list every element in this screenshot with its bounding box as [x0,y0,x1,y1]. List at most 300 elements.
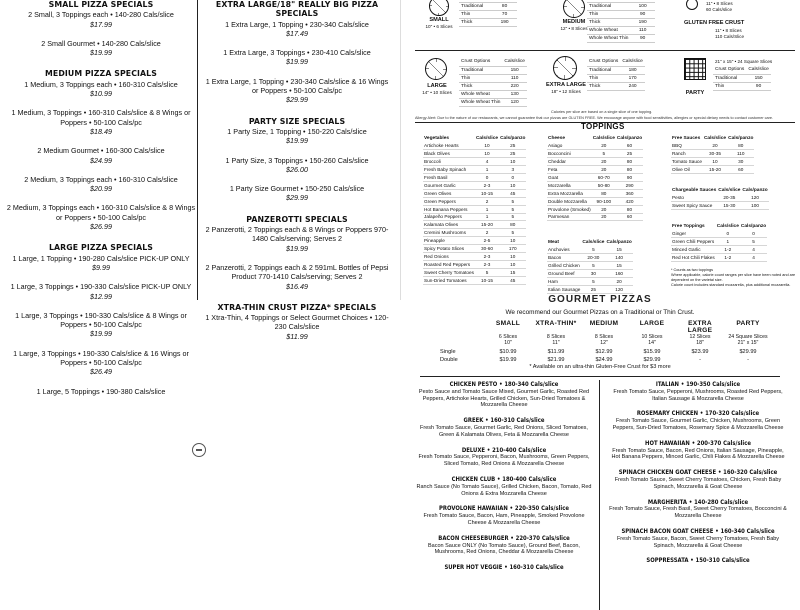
price-grid-subheaders [440,334,780,346]
topping-name: Green Olives [423,189,475,197]
topping-cals: 20 [592,166,616,174]
gourmet-pizza-desc: Fresh Tomato Sauce, Bacon, Red Onions, Italian Sausage, Pineapple, Hot Banana Peppers, Minced Garlic, Chili Flakes & Mozzarella Cheese [611,447,785,461]
topping-cals: 10 [499,237,526,245]
special-desc: 2 Small, 3 Toppings each • 140-280 Cals/slice [28,10,174,20]
topping-row [423,174,526,182]
special-item [6,282,196,301]
size-slices: 8 Slices [546,334,566,340]
special-item [6,108,196,136]
gourmet-pizza-desc: Ranch Sauce (No Tomato Sauce), Grilled Chicken, Bacon, Tomato, Red Onions & Extra Mozzarella Cheese [416,483,592,497]
crust-cals: 150 [502,66,527,74]
topping-cals: 30 [727,158,754,166]
topping-name: Hot Banana Peppers [423,205,475,213]
topping-header: Cals/panzo [606,239,632,245]
crust-row [587,10,655,18]
topping-name: BBQ [671,142,703,150]
topping-header: Chargeable Sauces [672,187,717,193]
crust-name: Whole Wheat Thin [589,35,629,41]
price-cell: $15.99 [643,349,661,355]
topping-cals: 120 [605,285,632,293]
crust-row [587,58,645,66]
topping-name: Ginger [671,230,716,238]
topping-cals: 25 [499,150,526,158]
topping-cals: 120 [741,194,768,202]
size-subheader [628,334,676,346]
gourmet-pizza-desc: Fresh Tomato Sauce, Gourmet Garlic, Red Onions, Sliced Tomatoes, Green & Kalamata Olives, Feta & Mozzarella Cheese [420,424,588,438]
gourmet-pizza-desc: Pesto Sauce and Tomato Sauce Mixed, Gourmet Garlic, Roasted Red Peppers, Artichoke Hearts, Grilled Chicken, Sun-Dried Tomatoes & Mozzarella Cheese [418,388,590,409]
topping-name: Jalapeño Peppers [423,213,475,221]
size-slices: 10 Slices [641,334,663,340]
special-desc: 2 Small Gourmet • 140-280 Cals/slice [41,38,161,48]
topping-header-row [547,238,633,246]
size-xlarge-label: EXTRA LARGE [546,82,586,88]
crust-row [587,66,645,74]
special-price: $19.99 [286,243,308,253]
special-price: $19.99 [286,57,308,67]
topping-row [547,246,633,254]
crust-cals: 100 [630,2,655,10]
topping-name: Ranch [671,150,703,158]
gourmet-pizza-desc: Fresh Tomato Sauce, Gourmet Garlic, Chicken, Mushrooms, Green Peppers, Sun-Dried Tomatoes, Rosemary Spice & Mozzarella Cheese [612,418,784,431]
size-small-sub: 10" • 6 Slices [425,24,453,29]
special-desc: 1 Large, 3 Toppings • 190-330 Cals/slice PICK-UP ONLY [10,282,192,292]
topping-row [671,238,767,246]
topping-cals: 20 [592,213,616,221]
footnote: Where applicable, calorie count ranges per slice have been noted and are dependent on the varietal size. [671,273,796,282]
crust-row [587,82,645,90]
gourmet-pizza-name: ROSEMARY CHICKEN • 170-320 Cals/slice [636,411,760,418]
special-price: $16.49 [286,281,308,291]
size-slices: 6 Slices [498,334,518,340]
crust-row [459,10,517,18]
topping-row [671,254,767,262]
special-desc: 2 Panzerotti, 2 Toppings each & 8 Wings or Poppers 970-1480 Cals/serving; Serves 2 [205,225,389,244]
special-section-title: PANZEROTTI SPECIALS [246,214,348,224]
topping-cals: 10 [475,150,499,158]
topping-header: Cals/slice [703,135,727,141]
free-toppings-table [671,222,767,262]
topping-cals: 290 [616,181,643,189]
topping-row [423,158,526,166]
topping-cals: 10 [499,181,526,189]
topping-cals: 30 [581,270,605,278]
topping-cals: 2 [475,229,499,237]
topping-name: Green Chili Peppers [672,239,715,245]
size-inches: 11" [552,340,560,346]
topping-cals: 90 [616,174,643,182]
topping-cals: 45 [499,189,526,197]
allergy-note: Allergy Alert: Due to the nature of our restaurants, we cannot guarantee that our pizzas are GLUTEN FREE. We encourage anyone with food sensitivities, allergies or special dietary needs to contact customer care. [415,116,774,120]
topping-row [547,150,643,158]
special-desc: 2 Medium Gourmet • 160-300 Cals/slice [37,146,165,156]
size-slices: 8 Slices [594,334,614,340]
topping-cals: 360 [616,189,643,197]
topping-name: Parmesan [547,213,592,221]
topping-cals: 80 [727,142,754,150]
column-divider [197,0,198,300]
topping-name: Kalamata Olives [423,221,475,229]
crust-cals: 90 [746,82,771,90]
topping-cals: 3 [499,166,526,174]
topping-cals: 5 [499,205,526,213]
topping-header-row [671,134,754,142]
crust-cals: 170 [620,74,645,82]
size-large-sub: 14" • 10 Slices [422,90,452,95]
topping-header: Cals/panzo [500,135,526,141]
size-inches: 21" x 15" [737,340,759,346]
topping-row [423,221,526,229]
topping-cals: 2-3 [475,181,499,189]
size-slices: 12 Slices [689,334,711,340]
small-pizza-icon [429,0,449,16]
gourmet-title: GOURMET PIZZAS [548,294,652,305]
crust-cals: 240 [620,82,645,90]
gourmet-price-grid [440,320,780,363]
topping-name: Broccoli [423,158,475,166]
topping-cals: 30-35 [703,150,727,158]
topping-header: Vegetables [424,135,450,141]
price-grid-headers [440,320,780,334]
crust-row [459,58,527,66]
gourmet-pizza-name: ITALIAN • 190-350 Cals/slice [655,382,741,388]
topping-name: Double Mozzarella [547,197,592,205]
grid-spacer [440,320,484,334]
price-cell: $12.99 [595,349,613,355]
large-pizza-icon [425,58,447,80]
topping-header: Cals/panzo [616,135,643,141]
topping-name: Tomato Sauce [672,159,702,165]
price-cell: $19.99 [499,357,517,363]
topping-cals: 0 [740,230,767,238]
topping-row [671,150,754,158]
gourmet-pizza-desc: Fresh Tomato Sauce, Sweet Cherry Tomatoes, Chicken, Fresh Baby Spinach, Mozzarella & Goat Cheese [614,476,782,490]
topping-cals: 15 [605,246,632,254]
topping-row [671,230,767,238]
gourmet-pizza-desc: Fresh Tomato Sauce, Fresh Basil, Sweet Cherry Tomatoes, Bocconcini & Mozzarella Cheese [609,506,787,520]
crust-name: Crust Options [459,58,502,66]
crust-row [587,74,645,82]
crust-row [587,34,655,42]
topping-row [423,237,526,245]
gf-sub2: 110 Cals/Slice [715,34,745,39]
topping-cals: 50-80 [592,181,616,189]
gourmet-pizza-name: PROVOLONE HAWAIIAN • 220-350 Cals/slice [439,506,569,513]
special-desc: 1 Extra Large, 3 Toppings • 230-410 Cals/slice [223,48,371,58]
special-desc: 1 Extra Large, 1 Topping • 230-340 Cals/slice [225,19,369,29]
topping-cals: 1 [475,205,499,213]
topping-cals: 15 [499,268,526,276]
topping-row [423,268,526,276]
topping-row [547,158,643,166]
crust-name: Thick [587,18,630,26]
size-subheader [676,334,724,346]
topping-cals: 25 [581,285,605,293]
topping-cals: 1 [716,238,740,246]
topping-cals: 80 [616,158,643,166]
topping-name: Italian Sausage [548,286,581,292]
size-header: SMALL [495,320,521,327]
topping-cals: 2 [475,197,499,205]
crust-cals: 180 [620,66,645,74]
topping-name: Mozzarella [547,181,592,189]
gourmet-left-column [414,382,594,572]
toppings-footnotes [671,268,799,288]
special-desc: 2 Panzerotti, 2 Toppings each & 2 591mL Bottles of Pepsi Product 770-1410 Cals/serving; Serves 2 [205,262,389,282]
topping-header: Cals/slice [716,223,739,229]
special-desc: 1 Medium, 3 Toppings each • 160-310 Cals/slice [24,79,178,89]
topping-name: Spicy Potato Slices [423,245,475,253]
special-item [6,80,196,99]
special-desc: 1 Party Size, 1 Topping • 150-220 Cals/slice [227,126,367,136]
special-item [202,263,392,291]
topping-name: Pesto [671,194,717,202]
special-item [202,20,392,39]
topping-cals: 5 [475,268,499,276]
gourmet-pizza-desc: Fresh Tomato Sauce, Bacon, Sweet Cherry Tomatoes, Fresh Baby Spinach, Mozzarella & Goat Cheese [616,535,780,549]
size-subheader [580,334,628,346]
special-desc: 1 Large, 3 Toppings • 190-330 Cals/slice & 16 Wings or Poppers • 50-100 Cals/pc [13,348,189,368]
crust-name: Traditional [459,2,492,10]
small-crust-table [459,0,517,27]
size-header: XTRA-THIN* [535,320,577,327]
special-item [6,39,196,58]
topping-name: Ground Beef [547,270,581,278]
topping-cals: 15-20 [703,166,727,174]
topping-header: Cheese [548,135,566,141]
topping-row [547,189,643,197]
topping-cals: 5 [592,150,616,158]
crust-name: Thick [587,82,620,90]
special-section-title: EXTRA LARGE/18" REALLY BIG PIZZA SPECIALS [215,0,379,19]
price-cell: $24.99 [595,357,613,363]
topping-name: Sun-Dried Tomatoes [423,276,475,284]
sizes-divider [415,50,795,51]
crust-name: Traditional [587,2,630,10]
special-section-title: SMALL PIZZA SPECIALS [48,0,154,9]
gourmet-pizza-desc: Fresh Tomato Sauce, Pepperoni, Bacon, Mushrooms, Green Peppers, Sliced Tomato, Red Onions & Mozzarella Cheese [418,454,590,468]
gourmet-recommendation: We recommend our Gourmet Pizzas on a Traditional or Thin Crust. [505,309,695,316]
topping-cals: 45 [499,276,526,284]
price-cell: - [747,357,749,363]
size-header: LARGE [639,320,665,327]
toppings-title: TOPPINGS [581,122,625,131]
crust-cals: 90 [630,10,655,18]
topping-row [423,276,526,284]
topping-cals: 60-70 [592,174,616,182]
size-subheader [724,334,772,346]
crust-name: Whole Wheat Thin [461,99,501,105]
party-pizza-icon [684,58,706,80]
crust-row [459,18,517,26]
specials-right-column [202,0,392,341]
topping-cals: 0 [499,174,526,182]
crust-cals: 190 [492,18,517,26]
crust-row [713,66,771,74]
topping-cals: 420 [616,197,643,205]
size-inches: 12" [600,340,608,346]
cheese-table [547,134,643,221]
topping-name: Sweet Spicy Sauce [671,202,717,210]
size-party-label: PARTY [685,90,705,96]
topping-cals: 2-5 [475,237,499,245]
medium-crust-table [587,0,655,43]
gourmet-pizza-name: DELUXE • 210-400 Cals/slice [461,447,547,454]
topping-row [671,166,754,174]
special-item [6,254,196,273]
size-inches: 10" [504,340,512,346]
special-item [202,77,392,105]
topping-cals: 4 [740,246,767,254]
crust-row [459,74,527,82]
special-desc: 1 Medium, 3 Toppings • 160-310 Cals/slice & 8 Wings or Poppers • 50-100 Cals/pc [11,108,191,127]
crust-name: Traditional [713,74,746,82]
size-large-label: LARGE [427,83,447,89]
xlarge-crust-table [587,58,645,91]
topping-header: Free Sauces [672,135,701,141]
crust-name: Traditional [459,66,502,74]
topping-cals: 5 [499,213,526,221]
topping-cals: 20-35 [717,194,741,202]
topping-name: Gourmet Garlic [423,181,475,189]
topping-header: Cals/panzo [742,187,768,193]
topping-row [423,150,526,158]
crust-name: Whole Wheat [587,26,630,34]
size-inches: 14" [648,340,656,346]
topping-row [547,181,643,189]
crust-cals: 80 [492,2,517,10]
zoom-out-icon[interactable] [192,443,206,457]
special-item [6,10,196,29]
gourmet-pizza-name: BACON CHEESEBURGER • 220-370 Cals/slice [438,535,570,542]
size-party-sub: 21" x 15" • 24 Square Slices [715,59,773,64]
special-price: $26.49 [90,367,112,377]
meat-table [547,238,633,294]
gf-sub1: 11" • 8 Slices [715,28,742,33]
topping-cals: 5 [740,238,767,246]
topping-name: Fresh Baby Spinach [423,166,475,174]
topping-header: Cals/panzo [728,135,754,141]
crust-cals: 150 [746,74,771,82]
topping-cals: 100 [741,202,768,210]
special-price: $26.00 [286,164,308,174]
topping-cals: 5 [581,262,605,270]
topping-header: Cals/slice [582,239,605,245]
topping-cals: 4 [740,254,767,262]
price-cell: $29.99 [643,357,661,363]
crust-name: Crust Options [715,67,745,73]
footnote: * Counts as two toppings [671,268,714,272]
gf-line2: 60 Cals/slice [706,7,733,12]
crust-name: Thin [587,10,630,18]
price-cell: $10.99 [499,349,517,355]
large-crust-table [459,58,527,107]
topping-name: Extra Mozzarella [547,189,592,197]
price-row-double [440,357,780,363]
crust-row [459,2,517,10]
size-header: MEDIUM [589,320,619,327]
topping-row [547,166,643,174]
topping-row [547,174,643,182]
topping-cals: 15 [605,262,632,270]
topping-cals: 5 [499,197,526,205]
topping-cals: 20 [605,278,632,286]
topping-row [547,197,643,205]
price-row-label: Double [440,357,458,363]
gourmet-pizza-desc: Bacon Sauce ONLY (No Tomato Sauce), Ground Beef, Bacon, Mushrooms, Red Onions, Cheddar & Mozzarella Cheese [428,542,580,556]
topping-row [547,205,643,213]
gourmet-pizza-name: CHICKEN CLUB • 180-400 Cals/slice [451,476,557,483]
crust-cals: Cals/slice [622,59,643,65]
topping-cals: 5 [581,246,605,254]
crust-name: Thin [459,74,502,82]
size-medium-sub: 12" • 8 Slices [560,26,588,31]
size-slices: 24 Square Slices [728,334,768,340]
topping-cals: 160 [605,270,632,278]
topping-cals: 1 [475,166,499,174]
topping-name: Bocconcini [547,150,592,158]
price-cell: - [699,357,701,363]
gourmet-right-column [608,382,788,565]
special-item [6,146,196,165]
topping-row [671,194,769,202]
crust-row [587,18,655,26]
topping-name: Roasted Red Peppers [423,260,475,268]
topping-row [671,142,754,150]
topping-cals: 5 [499,229,526,237]
special-price: $19.99 [90,329,112,339]
gourmet-pizza-desc: Fresh Tomato Sauce, Pepperoni, Mushrooms, Roasted Red Peppers, Italian Sausage & Mozzarella Cheese [613,388,783,402]
topping-header: Cals/slice [592,135,615,141]
special-item [202,184,392,203]
topping-cals: 30-60 [475,245,499,253]
topping-row [671,158,754,166]
topping-header: Free Toppings [672,223,705,229]
topping-cals: 80 [616,205,643,213]
topping-cals: 2-3 [475,260,499,268]
price-row-single [440,349,780,355]
topping-row [547,270,633,278]
special-section-title: XTRA-THIN CRUST PIZZA* SPECIALS [217,302,377,312]
topping-cals: 60 [616,213,643,221]
crust-cals: 110 [630,26,655,34]
size-subheader [484,334,532,346]
gluten-free-icon [686,0,698,10]
topping-name: Artichoke Hearts [423,142,475,150]
topping-row [423,189,526,197]
topping-cals: 80 [592,189,616,197]
topping-cals: 10 [499,252,526,260]
nutrition-panel [400,0,800,300]
topping-header-row [547,134,643,142]
price-row-label: Single [440,349,456,355]
topping-cals: 20 [592,205,616,213]
chargeable-sauces-table [671,186,769,210]
topping-row [547,142,643,150]
crust-row [587,2,655,10]
gourmet-pizza-name: SPINACH CHICKEN GOAT CHEESE • 160-320 Cals/slice [618,470,778,477]
topping-cals: 25 [616,150,643,158]
topping-row [547,285,633,293]
topping-row [423,252,526,260]
vegetables-table [423,134,526,285]
topping-row [547,278,633,286]
special-price: $29.99 [286,95,308,105]
size-medium-label: MEDIUM [562,19,586,25]
crust-row [459,98,527,106]
topping-row [423,181,526,189]
topping-row [671,202,769,210]
special-item [202,127,392,146]
